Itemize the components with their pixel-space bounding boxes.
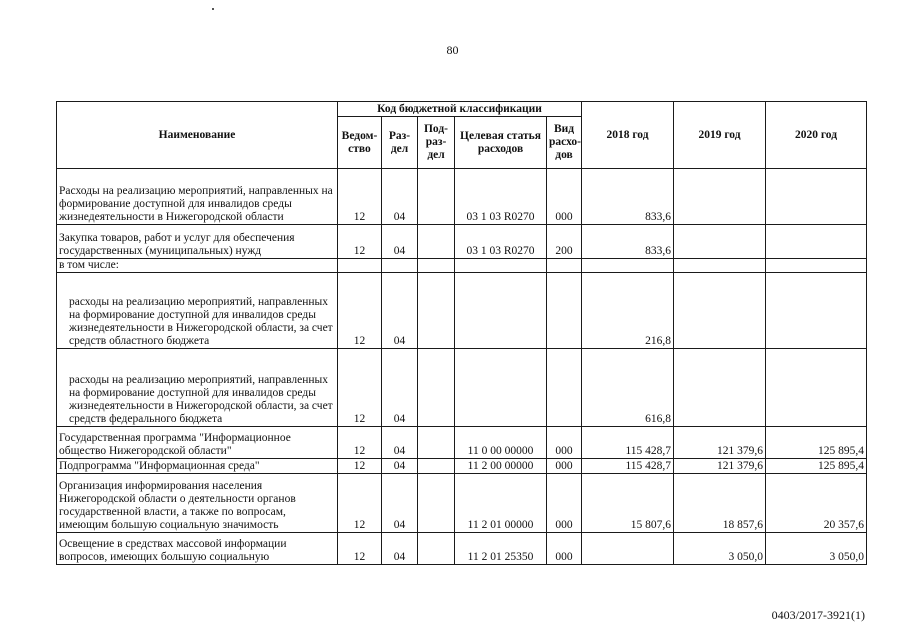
header-razdel: Раз-дел	[382, 117, 418, 169]
row-vedomstvo: 12	[338, 349, 382, 427]
row-2018: 216,8	[582, 273, 674, 349]
row-podrazdel	[418, 533, 455, 565]
row-name: Расходы на реализацию мероприятий, направленных на формирование доступной для инвалидов среды жизнедеятельности в Нижегородской области	[57, 169, 338, 225]
row-vedomstvo: 12	[338, 533, 382, 565]
row-razdel: 04	[382, 459, 418, 474]
row-2019: 18 857,6	[674, 474, 766, 533]
scan-speck	[212, 8, 214, 10]
row-podrazdel	[418, 427, 455, 459]
row-2019: 121 379,6	[674, 459, 766, 474]
row-vedomstvo: 12	[338, 225, 382, 259]
header-2020: 2020 год	[766, 102, 867, 169]
row-celevaya: 03 1 03 R0270	[455, 169, 547, 225]
row-name: расходы на реализацию мероприятий, направленных на формирование доступной для инвалидов среды жизнедеятельности в Нижегородской области, за счет средств федерального бюджета	[57, 349, 338, 427]
row-name: Подпрограмма "Информационная среда"	[57, 459, 338, 474]
row-celevaya: 03 1 03 R0270	[455, 225, 547, 259]
row-celevaya: 11 2 01 00000	[455, 474, 547, 533]
row-2020: 20 357,6	[766, 474, 867, 533]
table-row	[57, 169, 867, 225]
row-2019: 121 379,6	[674, 427, 766, 459]
row-2019	[674, 349, 766, 427]
row-vid: 200	[547, 225, 582, 259]
row-podrazdel	[418, 273, 455, 349]
header-name: Наименование	[57, 102, 338, 169]
row-vid: 000	[547, 169, 582, 225]
row-2020: 125 895,4	[766, 427, 867, 459]
header-celevaya: Целевая статья расходов	[455, 117, 547, 169]
row-2018: 115 428,7	[582, 427, 674, 459]
row-2020: 3 050,0	[766, 533, 867, 565]
header-2019: 2019 год	[674, 102, 766, 169]
table-row	[57, 533, 867, 565]
row-podrazdel	[418, 225, 455, 259]
row-name: расходы на реализацию мероприятий, направленных на формирование доступной для инвалидов среды жизнедеятельности в Нижегородской области, за счет средств областного бюджета	[57, 273, 338, 349]
row-2019	[674, 273, 766, 349]
row-2018: 616,8	[582, 349, 674, 427]
row-razdel: 04	[382, 474, 418, 533]
row-celevaya	[455, 349, 547, 427]
row-razdel: 04	[382, 225, 418, 259]
row-2018: 833,6	[582, 169, 674, 225]
row-2019: 3 050,0	[674, 533, 766, 565]
row-2018: 15 807,6	[582, 474, 674, 533]
row-razdel: 04	[382, 349, 418, 427]
row-vid: 000	[547, 427, 582, 459]
header-vid: Вид расхо-дов	[547, 117, 582, 169]
row-podrazdel	[418, 459, 455, 474]
row-vid	[547, 349, 582, 427]
header-vedomstvo: Ведом-ство	[338, 117, 382, 169]
row-razdel	[382, 259, 418, 273]
header-code-group: Код бюджетной классификации	[338, 102, 582, 117]
row-2020	[766, 169, 867, 225]
page-number: 80	[446, 43, 459, 57]
row-razdel: 04	[382, 169, 418, 225]
row-name: Организация информирования населения Нижегородской области о деятельности органов государственной власти, а также по вопросам, имеющим большую социальную значимость	[57, 474, 338, 533]
header-podrazdel: Под-раз-дел	[418, 117, 455, 169]
row-vedomstvo: 12	[338, 459, 382, 474]
budget-table	[56, 101, 867, 565]
row-2018: 833,6	[582, 225, 674, 259]
row-vedomstvo: 12	[338, 169, 382, 225]
row-celevaya: 11 2 01 25350	[455, 533, 547, 565]
row-name: в том числе:	[57, 259, 338, 273]
row-vid	[547, 259, 582, 273]
row-2019	[674, 169, 766, 225]
row-name: Закупка товаров, работ и услуг для обеспечения государственных (муниципальных) нужд	[57, 225, 338, 259]
row-vid: 000	[547, 533, 582, 565]
row-2020	[766, 273, 867, 349]
table-row	[57, 459, 867, 474]
row-name: Освещение в средствах массовой информации вопросов, имеющих большую социальную	[57, 533, 338, 565]
row-razdel: 04	[382, 533, 418, 565]
row-vid	[547, 273, 582, 349]
row-podrazdel	[418, 259, 455, 273]
table-row	[57, 427, 867, 459]
row-podrazdel	[418, 349, 455, 427]
row-2020: 125 895,4	[766, 459, 867, 474]
row-vid: 000	[547, 474, 582, 533]
row-podrazdel	[418, 474, 455, 533]
row-vid: 000	[547, 459, 582, 474]
table-row	[57, 349, 867, 427]
table-row	[57, 225, 867, 259]
row-2019	[674, 259, 766, 273]
table-row	[57, 259, 867, 273]
row-celevaya	[455, 273, 547, 349]
table-row	[57, 474, 867, 533]
table-row	[57, 273, 867, 349]
row-2018: 115 428,7	[582, 459, 674, 474]
row-vedomstvo: 12	[338, 474, 382, 533]
row-2020	[766, 259, 867, 273]
row-celevaya	[455, 259, 547, 273]
row-vedomstvo: 12	[338, 273, 382, 349]
row-2020	[766, 225, 867, 259]
row-podrazdel	[418, 169, 455, 225]
row-razdel: 04	[382, 273, 418, 349]
row-2018	[582, 259, 674, 273]
row-name: Государственная программа "Информационное общество Нижегородской области"	[57, 427, 338, 459]
row-celevaya: 11 0 00 00000	[455, 427, 547, 459]
row-2019	[674, 225, 766, 259]
row-2018	[582, 533, 674, 565]
row-vedomstvo	[338, 259, 382, 273]
row-2020	[766, 349, 867, 427]
row-vedomstvo: 12	[338, 427, 382, 459]
row-razdel: 04	[382, 427, 418, 459]
document-code: 0403/2017-3921(1)	[771, 608, 865, 622]
header-2018: 2018 год	[582, 102, 674, 169]
row-celevaya: 11 2 00 00000	[455, 459, 547, 474]
